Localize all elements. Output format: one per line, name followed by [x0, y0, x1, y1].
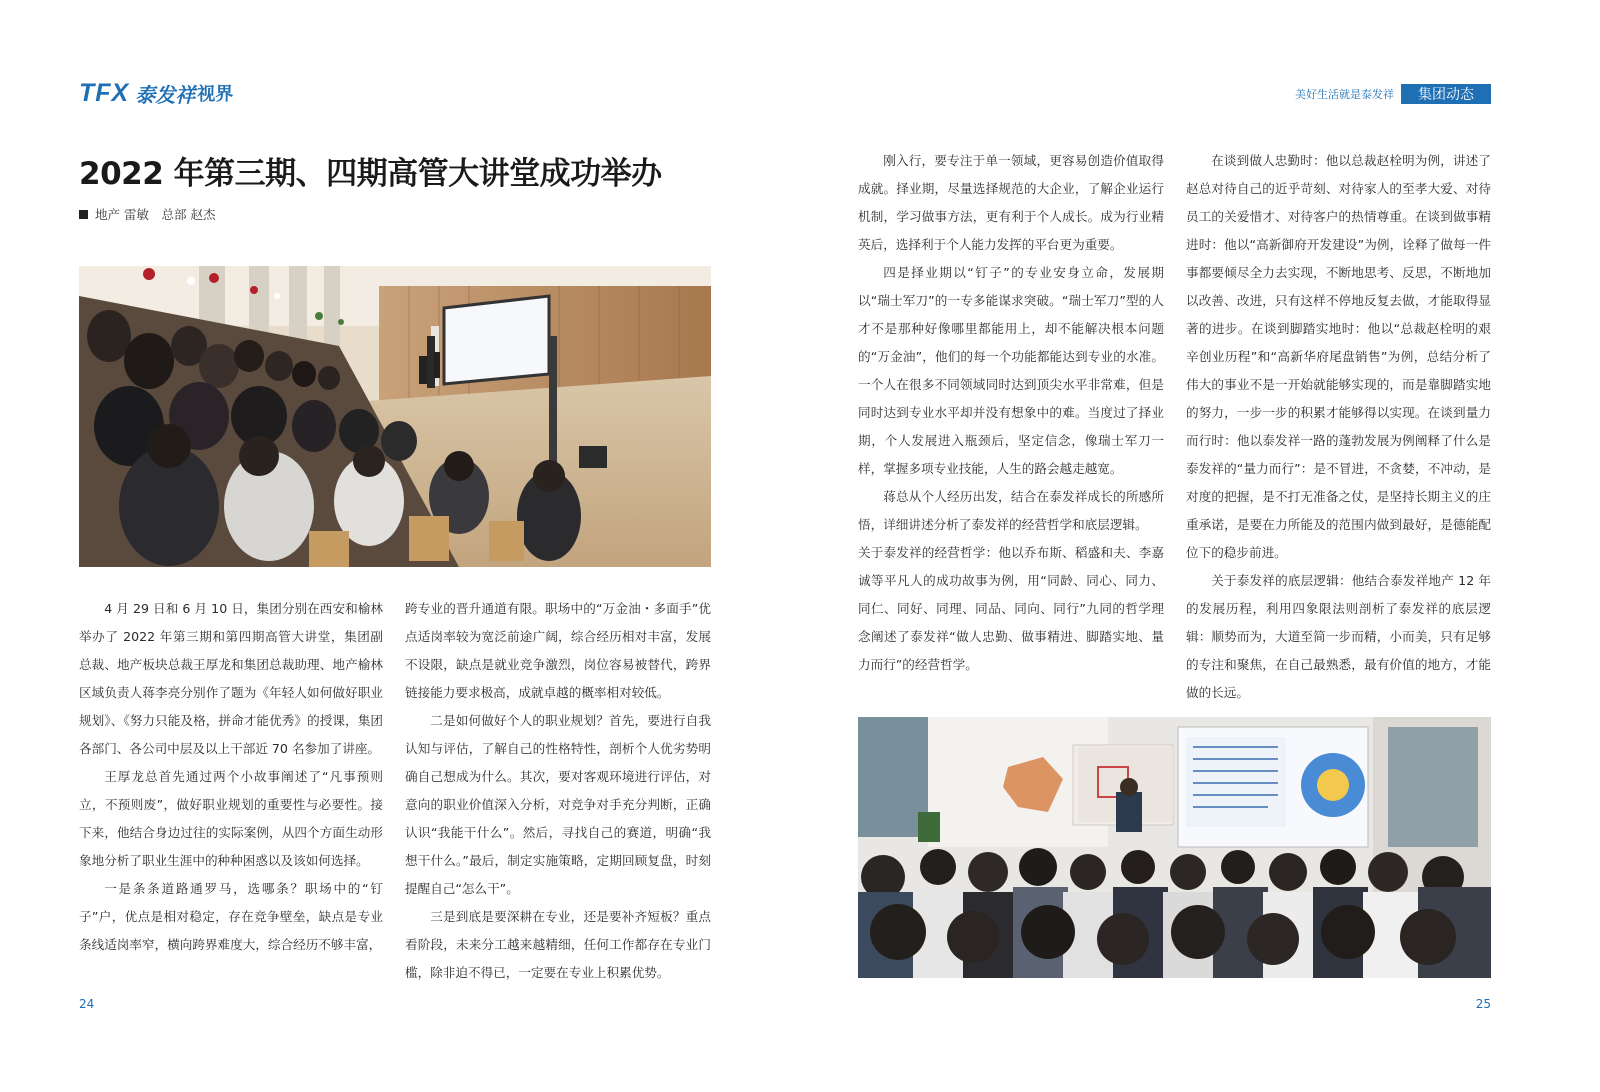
paragraph: 三是到底是要深耕在专业，还是要补齐短板？重点看阶段，未来分工越来越精细，任何工作都存在专业门槛，除非迫不得已，一定要在专业上积累优势。	[405, 909, 711, 980]
paragraph: 一是条条道路通罗马，选哪条？职场中的“钉子”户，优点是相对稳定，存在竞争壁垒，缺点是专业条线适岗率窄，横向跨界难度大，综合经历不够丰富，	[79, 881, 383, 952]
lecture-photo-1	[79, 266, 711, 567]
page-number-left: 24	[79, 997, 95, 1011]
paragraph: 跨专业的晋升通道有限。职场中的“万金油・多面手”优点适岗率较为宽泛前途广阔，综合经历相对丰富，发展不设限，缺点是就业竞争激烈，岗位容易被替代，跨界链接能力要求极高，成就卓越的概率相对较低。	[405, 601, 711, 700]
paragraph: 关于泰发祥的经营哲学：他以乔布斯、稻盛和夫、李嘉诚等平凡人的成功故事为例，用“同龄、同心、同力、同仁、同好、同理、同品、同向、同行”九同的哲学理念阐述了泰发祥“做人忠勤、做事精进、脚踏实地、量力而行”的经营哲学。	[858, 545, 1164, 672]
article-column-1	[79, 595, 383, 959]
paragraph: 二是如何做好个人的职业规划？首先，要进行自我认知与评估，了解自己的性格特性，剖析个人优劣势明确自己想成为什么。其次，要对客观环境进行评估，对意向的职业价值深入分析，对竞争对手充分判断，正确认识“我能干什么”。然后，寻找自己的赛道，明确“我想干什么。”最后，制定实施策略，定期回顾复盘，时刻提醒自己“怎么干”。	[405, 713, 711, 896]
paragraph: 四是择业期以“钉子”的专业安身立命，发展期以“瑞士军刀”的一专多能谋求突破。“瑞士军刀”型的人才不是那种好像哪里都能用上，却不能解决根本问题的“万金油”，他们的每一个功能都能达到专业的水准。一个人在很多不同领域同时达到顶尖水平非常难，但是同时达到专业水平却并没有想象中的难。当度过了择业期，个人发展进入瓶颈后，坚定信念，像瑞士军刀一样，掌握多项专业技能，人生的路会越走越宽。	[858, 265, 1164, 476]
paragraph: 王厚龙总首先通过两个小故事阐述了“凡事预则立，不预则废”，做好职业规划的重要性与必要性。接下来，他结合身边过往的实际案例，从四个方面生动形象地分析了职业生涯中的种种困惑以及该如何选择。	[79, 769, 383, 868]
byline	[79, 205, 215, 223]
paragraph: 刚入行，要专注于单一领域，更容易创造价值取得成就。择业期，尽量选择规范的大企业，了解企业运行机制，学习做事方法，更有利于个人成长。成为行业精英后，选择利于个人能力发挥的平台更为重要。	[858, 153, 1164, 252]
article-column-3	[858, 147, 1164, 679]
magazine-logo	[79, 80, 233, 106]
article-title: 2022 年第三期、四期高管大讲堂成功举办	[79, 156, 662, 192]
header-slogan: 美好生活就是泰发祥	[1295, 88, 1394, 101]
byline-square-icon	[79, 210, 88, 219]
byline-text: 地产 雷敏 总部 赵杰	[95, 207, 216, 222]
lecture-photo-2	[858, 717, 1491, 978]
auditorium-image	[79, 266, 711, 567]
paragraph: 关于泰发祥的底层逻辑：他结合泰发祥地产 12 年的发展历程，利用四象限法则剖析了泰发祥的底层逻辑：顺势而为，大道至简一步而精，小而美，只有足够的专注和聚焦，在自己最熟悉，最有价值的地方，才能做的长远。	[1186, 573, 1491, 700]
logo-tfx: TFX	[79, 78, 130, 107]
article-column-4	[1186, 147, 1491, 707]
page-number-right: 25	[1475, 997, 1491, 1011]
paragraph: 在谈到做人忠勤时：他以总裁赵栓明为例，讲述了赵总对待自己的近乎苛刻、对待家人的至孝大爱、对待员工的关爱惜才、对待客户的热情尊重。在谈到做事精进时：他以“高新御府开发建设”为例，诠释了做每一件事都要倾尽全力去实现，不断地思考、反思，不断地加以改善、改进，只有这样不停地反复去做，才能取得显著的进步。在谈到脚踏实地时：他以“总裁赵栓明的艰辛创业历程”和“高新华府尾盘销售”为例，总结分析了伟大的事业不是一开始就能够实现的，而是靠脚踏实地的努力，一步一步的积累才能够得以实现。在谈到量力而行时：他以泰发祥一路的蓬勃发展为例阐释了什么是泰发祥的“量力而行”：是不冒进，不贪婪，不冲动，是对度的把握，是不打无准备之仗，是坚持长期主义的庄重承诺，是要在力所能及的范围内做到最好，是德能配位下的稳步前进。	[1186, 153, 1491, 560]
paragraph: 蒋总从个人经历出发，结合在泰发祥成长的所感所悟，详细讲述分析了泰发祥的经营哲学和底层逻辑。	[858, 489, 1164, 532]
logo-vision: 视界	[197, 84, 234, 105]
article-column-2	[405, 595, 711, 987]
logo-brand: 泰发祥	[135, 82, 196, 107]
seminar-image	[858, 717, 1491, 978]
paragraph: 4 月 29 日和 6 月 10 日，集团分别在西安和榆林举办了 2022 年第三期和第四期高管大讲堂，集团副总裁、地产板块总裁王厚龙和集团总裁助理、地产榆林区域负责人蒋李亮分别作了题为《年轻人如何做好职业规划》、《努力只能及格，拼命才能优秀》的授课，集团各部门、各公司中层及以上干部近 70 名参加了讲座。	[79, 601, 383, 756]
section-tag: 集团动态	[1401, 84, 1491, 104]
